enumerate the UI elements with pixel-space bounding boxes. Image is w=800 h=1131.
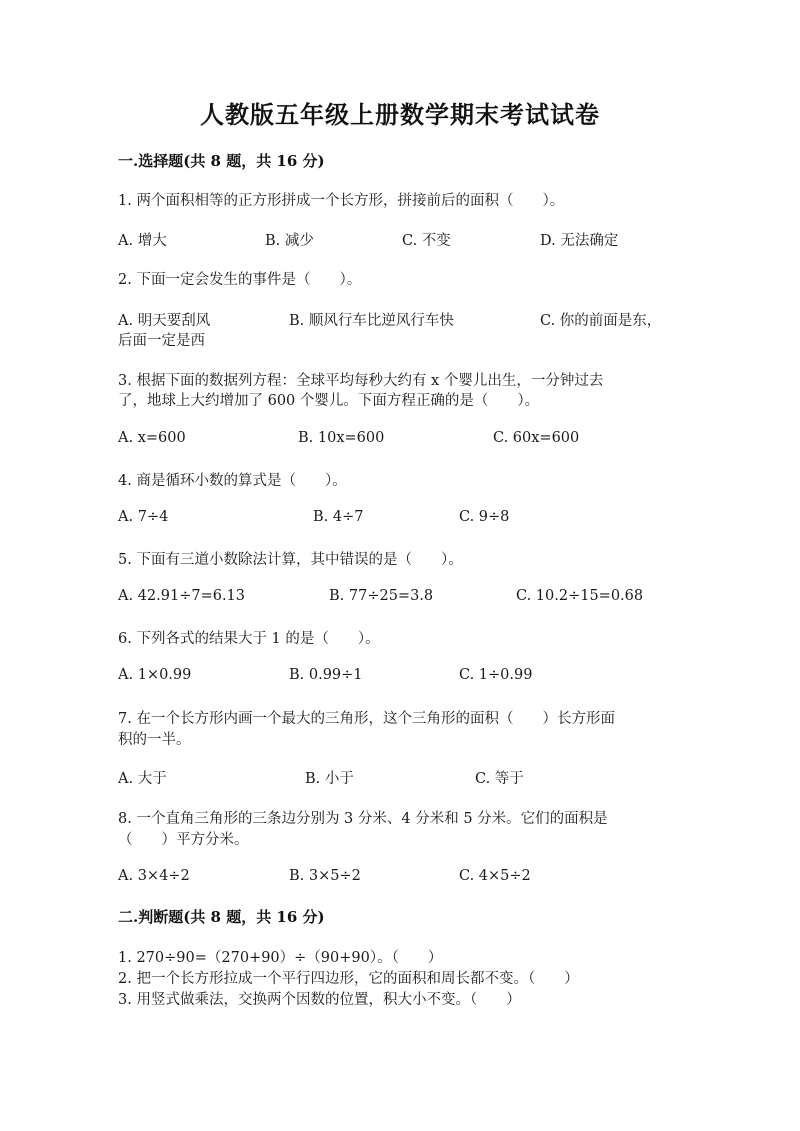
question-5-option-c: C. 10.2÷15=0.68	[516, 588, 644, 604]
judgment-item-3: 3. 用竖式做乘法，交换两个因数的位置，积大小不变。（ ）	[118, 992, 521, 1008]
question-2-option-c: C. 你的前面是东，	[540, 313, 662, 329]
question-2-option-c-continued: 后面一定是西	[118, 333, 205, 349]
question-3-option-c: C. 60x=600	[493, 430, 580, 446]
question-3-text-line-1: 3. 根据下面的数据列方程：全球平均每秒大约有 x 个婴儿出生，一分钟过去	[118, 373, 604, 389]
question-5-text: 5. 下面有三道小数除法计算，其中错误的是（ ）。	[118, 552, 463, 568]
question-7-option-b: B. 小于	[305, 771, 354, 787]
judgment-item-1: 1. 270÷90=（270+90）÷（90+90）。（ ）	[118, 950, 443, 966]
question-7-text-line-2: 积的一半。	[118, 732, 191, 748]
question-6-text: 6. 下列各式的结果大于 1 的是（ ）。	[118, 631, 380, 647]
question-4-option-c: C. 9÷8	[459, 509, 510, 525]
question-4-text: 4. 商是循环小数的算式是（ ）。	[118, 473, 347, 489]
section-heading-choice: 一.选择题(共 8 题，共 16 分)	[118, 152, 325, 170]
question-8-option-a: A. 3×4÷2	[118, 868, 190, 884]
question-4-option-b: B. 4÷7	[313, 509, 364, 525]
question-1-option-b: B. 减少	[265, 233, 314, 249]
judgment-item-2: 2. 把一个长方形拉成一个平行四边形，它的面积和周长都不变。（ ）	[118, 971, 579, 987]
question-2-option-a: A. 明天要刮风	[118, 313, 211, 329]
question-8-text-line-2: （ ）平方分米。	[118, 832, 249, 848]
question-2-text-line: 2. 下面一定会发生的事件是（ ）。	[118, 272, 362, 288]
question-1-option-d: D. 无法确定	[540, 233, 619, 249]
question-6-option-a: A. 1×0.99	[118, 667, 192, 683]
question-7-text-line-1: 7. 在一个长方形内画一个最大的三角形，这个三角形的面积（ ）长方形面	[118, 711, 615, 727]
question-2-option-b: B. 顺风行车比逆风行车快	[289, 313, 454, 329]
question-7-option-c: C. 等于	[475, 771, 524, 787]
question-8-text-line-1: 8. 一个直角三角形的三条边分别为 3 分米、4 分米和 5 分米。它们的面积是	[118, 811, 608, 827]
question-6-option-b: B. 0.99÷1	[289, 667, 363, 683]
question-3-option-b: B. 10x=600	[298, 430, 385, 446]
question-1-option-c: C. 不变	[402, 233, 451, 249]
question-1-option-a: A. 增大	[118, 233, 167, 249]
question-5-option-a: A. 42.91÷7=6.13	[118, 588, 246, 604]
question-1-text: 1. 两个面积相等的正方形拼成一个长方形，拼接前后的面积（ ）。	[118, 193, 565, 209]
question-8-option-c: C. 4×5÷2	[459, 868, 531, 884]
question-3-option-a: A. x=600	[118, 430, 186, 446]
page-title: 人教版五年级上册数学期末考试试卷	[200, 100, 600, 129]
question-3-text-line-2: 了，地球上大约增加了 600 个婴儿。下面方程正确的是（ ）。	[118, 393, 540, 409]
question-7-option-a: A. 大于	[118, 771, 167, 787]
question-5-option-b: B. 77÷25=3.8	[329, 588, 434, 604]
question-6-option-c: C. 1÷0.99	[459, 667, 533, 683]
section-heading-judgment: 二.判断题(共 8 题，共 16 分)	[118, 908, 325, 926]
question-4-option-a: A. 7÷4	[118, 509, 169, 525]
question-8-option-b: B. 3×5÷2	[289, 868, 361, 884]
